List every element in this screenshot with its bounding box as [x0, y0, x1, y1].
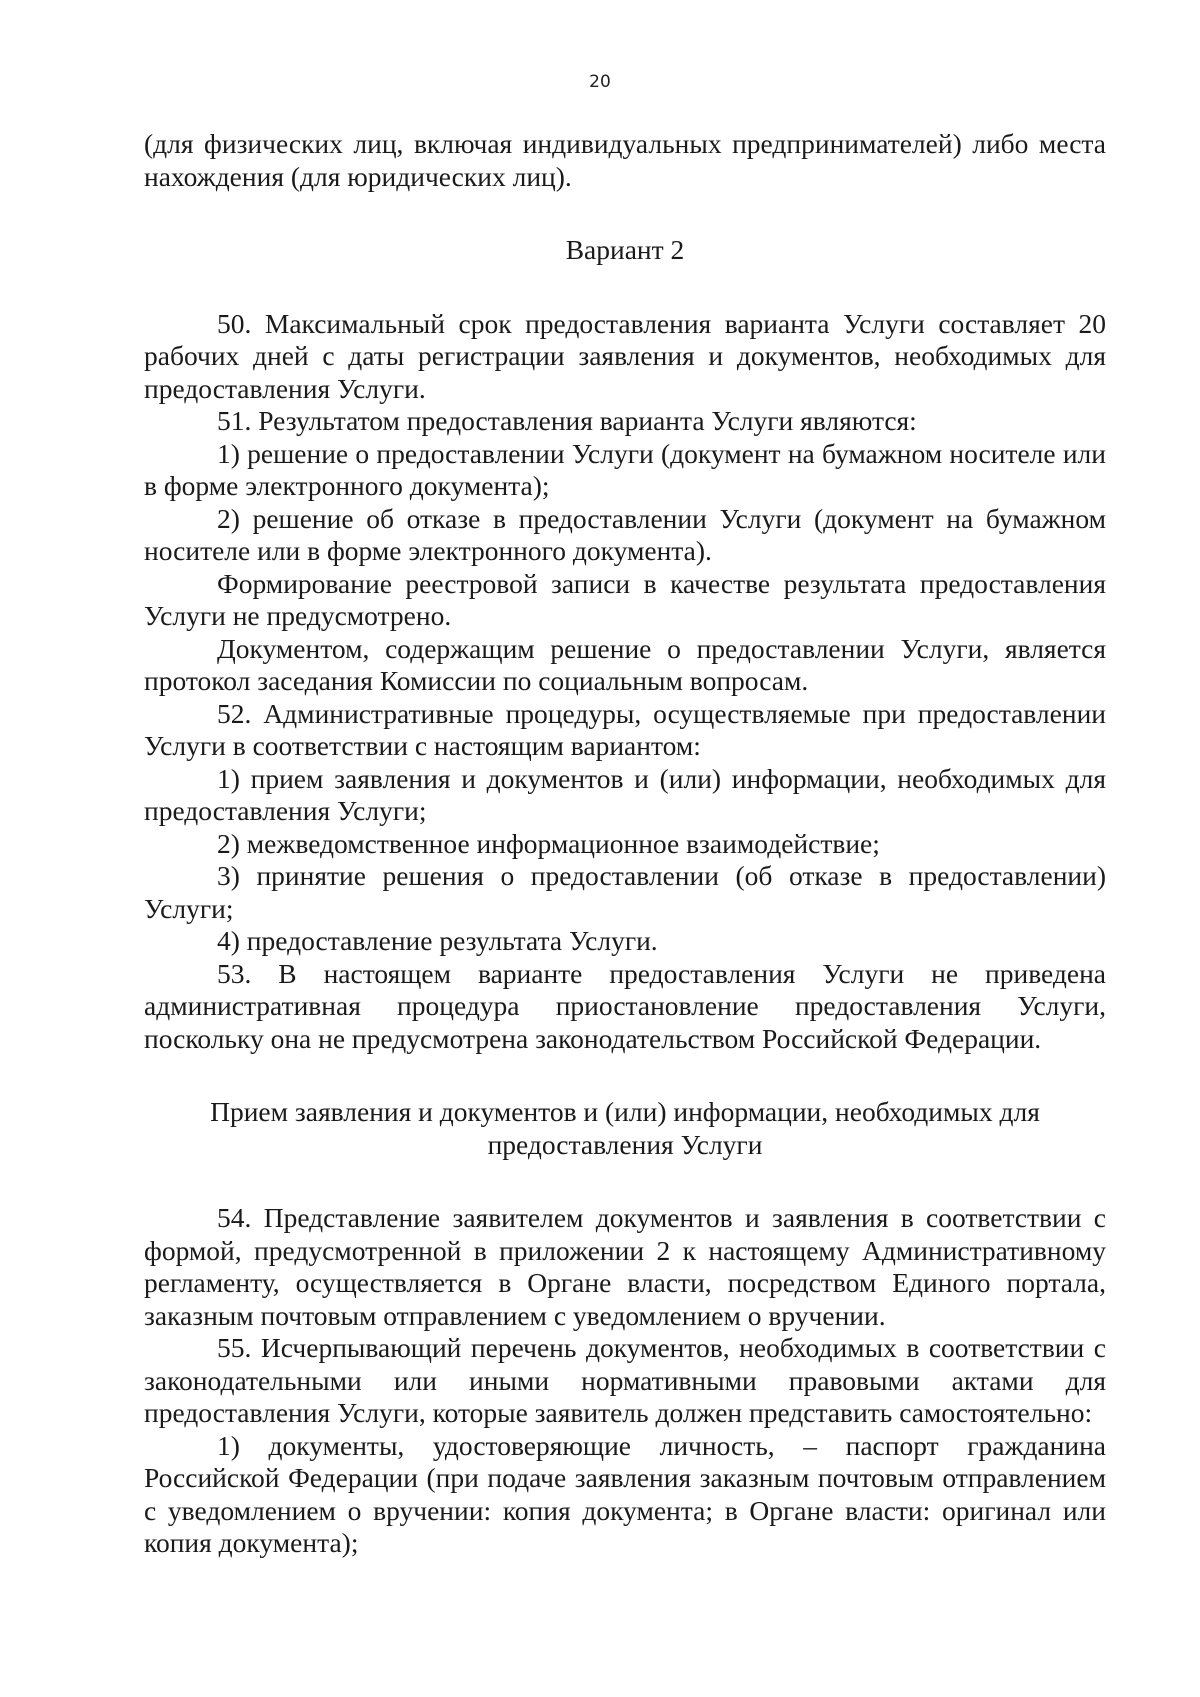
paragraph-55-item-1: 1) документы, удостоверяющие личность, – паспорт гражданина Российской Федерации (при подаче заявления заказным почтовым отправлением с уведомлением о вручении: копия документа; в Органе власти: оригинал или копия документа);: [144, 1429, 1106, 1558]
paragraph-52: 52. Административные процедуры, осуществляемые при предоставлении Услуги в соответствии с настоящим вариантом:: [144, 697, 1106, 761]
paragraph-51-item-1: 1) решение о предоставлении Услуги (документ на бумажном носителе или в форме электронного документа);: [144, 437, 1106, 501]
opening-paragraph: (для физических лиц, включая индивидуальных предпринимателей) либо места нахождения (для юридических лиц).: [144, 128, 1106, 192]
paragraph-decision-document: Документом, содержащим решение о предоставлении Услуги, является протокол заседания Комиссии по социальным вопросам.: [144, 632, 1106, 696]
paragraph-53: 53. В настоящем варианте предоставления Услуги не приведена административная процедура приостановление предоставления Услуги, поскольку она не предусмотрена законодательством Российской Федерации.: [144, 957, 1106, 1054]
paragraph-52-item-1: 1) прием заявления и документов и (или) информации, необходимых для предоставления Услуги;: [144, 762, 1106, 826]
paragraph-55: 55. Исчерпывающий перечень документов, необходимых в соответствии с законодательными или иными нормативными правовыми актами для предоставления Услуги, которые заявитель должен представить самостоятельно:: [144, 1332, 1106, 1428]
paragraph-51-item-2: 2) решение об отказе в предоставлении Услуги (документ на бумажном носителе или в форме электронного документа).: [144, 502, 1106, 566]
section-heading-line-1: Прием заявления и документов и (или) информации, необходимых для: [210, 1096, 1040, 1127]
paragraph-54: 54. Представление заявителем документов и заявления в соответствии с формой, предусмотренной в приложении 2 к настоящему Административному регламенту, осуществляется в Органе власти, посредством Единого портала, заказным почтовым отправлением с уведомлением о вручении.: [144, 1202, 1106, 1331]
document-body: [144, 128, 1106, 1560]
paragraph-52-item-4: 4) предоставление результата Услуги.: [217, 925, 658, 956]
paragraph-52-item-2: 2) межведомственное информационное взаимодействие;: [217, 827, 880, 859]
section-heading: [144, 1096, 1106, 1161]
page-number: 20: [589, 72, 611, 92]
variant-heading: Вариант 2: [565, 234, 685, 265]
paragraph-51: 51. Результатом предоставления варианта Услуги являются:: [217, 405, 917, 436]
paragraph-50: 50. Максимальный срок предоставления варианта Услуги составляет 20 рабочих дней с даты регистрации заявления и документов, необходимых для предоставления Услуги.: [144, 307, 1106, 404]
section-heading-line-2: предоставления Услуги: [487, 1128, 763, 1160]
paragraph-52-item-3: 3) принятие решения о предоставлении (об отказе в предоставлении) Услуги;: [144, 860, 1106, 924]
paragraph-registry-record: Формирование реестровой записи в качестве результата предоставления Услуги не предусмотрено.: [144, 567, 1106, 631]
